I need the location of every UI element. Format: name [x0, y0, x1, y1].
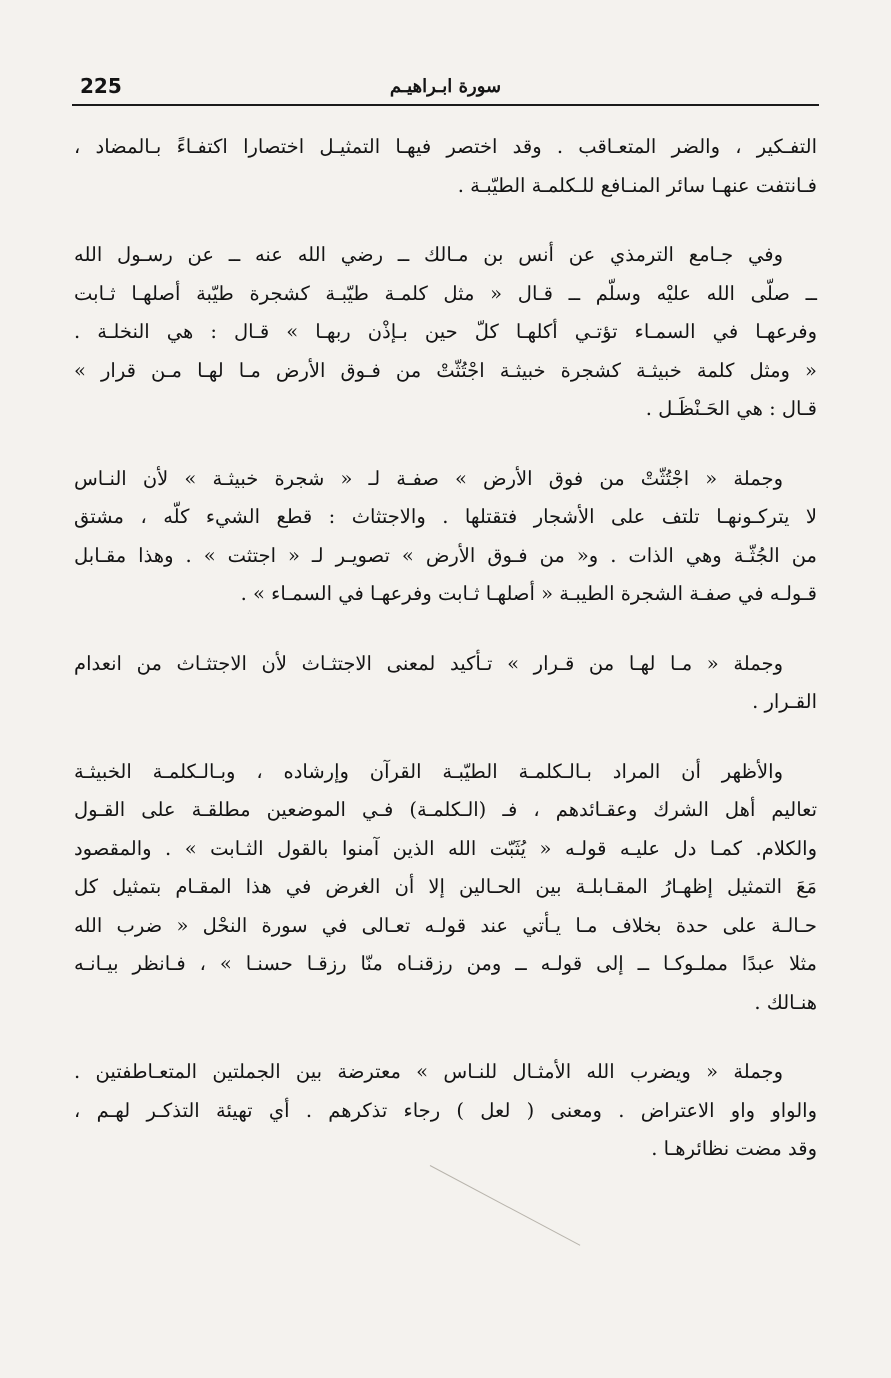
text-line: وجملة « مـا لهـا من قـرار » تـأكيد لمعنى الاجتثـاث لأن الاجتثـاث من انعدام: [74, 651, 783, 675]
text-line: من الجُثّـة وهي الذات . و« من فـوق الأرض » تصويـر لـ « اجتثت » . وهذا مقـابل: [74, 543, 817, 567]
text-line: القـرار .: [752, 690, 817, 713]
paragraph-5: [74, 753, 817, 1023]
text-line: فـانتفت عنهـا سائر المنـافع للـكلمـة الطيّبـة .: [457, 173, 817, 197]
body-text: [74, 128, 817, 1200]
text-line: وقد مضت نظائرهـا .: [651, 1137, 817, 1160]
text-line: لا يتركـونهـا تلتف على الأشجار فتقتلها . والاجتثاث : قطع الشيء كلّه ، مشتق: [74, 505, 817, 528]
text-line: وفي جـامع الترمذي عن أنس بن مـالك ــ رضي الله عنه ــ عن رسـول الله: [74, 243, 783, 266]
text-line: وفرعهـا في السمـاء تؤتـي أكلهـا كلّ حين بـإذْن ربهـا » قـال : هي النخلـة .: [74, 320, 817, 343]
text-line: مثلا عبدًا مملـوكـا ــ إلى قولـه ــ ومن رزقنـاه منّا رزقـا حسنـا » ، فـانظر بيـانـه: [74, 952, 817, 975]
text-line: والواو واو الاعتراض . ومعنى ( لعل ) رجاء تذكرهم . أي تهيئة التذكـر لهـم ،: [74, 1098, 817, 1122]
text-line: التفـكير ، والضر المتعـاقب . وقد اختصر فيهـا التمثيـل اختصارا اكتفـاءً بـالمضاد ،: [74, 135, 817, 158]
text-line: « ومثل كلمة خبيثـة كشجرة خبيثـة اجْتُثّتْ من فـوق الأرض مـا لهـا مـن قرار »: [74, 358, 817, 382]
text-line: حـالـة على حدة بخلاف مـا يـأتي عند قولـه تعـالى في سورة النحْل « ضرب الله: [74, 913, 817, 937]
text-line: تعاليم أهل الشرك وعقـائدهم ، فـ (الـكلمـة) فـي الموضعين مطلقـة على القـول: [74, 798, 817, 821]
paragraph-4: [74, 645, 817, 722]
text-line: مَعَ التمثيل إظهـارُ المقـابلـة بين الحـالين إلا أن الغرض في هذا المقـام بتمثيل كل: [74, 875, 817, 898]
page-number: 225: [80, 74, 122, 98]
running-title: سورة ابـراهيـم: [389, 76, 502, 97]
page-header: [72, 72, 819, 106]
text-line: هنـالك .: [754, 990, 817, 1014]
text-line: قـال : هي الحَـنْظَـل .: [645, 397, 817, 420]
text-line: وجملة « اجْتُثّتْ من فوق الأرض » صفـة لـ « شجرة خبيثـة » لأن النـاس: [74, 466, 783, 490]
text-line: والأظهر أن المراد بـالـكلمـة الطيّبـة القرآن وإرشاده ، وبـالـكلمـة الخبيثـة: [74, 759, 783, 783]
paragraph-6: [74, 1053, 817, 1169]
text-line: وجملة « ويضرب الله الأمثـال للنـاس » معترضة بين الجملتين المتعـاطفتين .: [74, 1060, 783, 1083]
text-line: والكلام. كمـا دل عليـه قولـه « يُثَبّت الله الذين آمنوا بالقول الثـابت » . والمقصود: [74, 836, 817, 860]
paragraph-2: [74, 236, 817, 429]
text-line: قـولـه في صفـة الشجرة الطيبـة « أصلهـا ثـابت وفرعهـا في السمـاء » .: [240, 582, 817, 605]
paragraph-1: [74, 128, 817, 205]
paragraph-3: [74, 460, 817, 614]
text-line: ــ صلّى الله عليْه وسلّم ــ قـال « مثل كلمـة طيّبـة كشجرة طيّبة أصلهـا ثـابت: [74, 281, 817, 305]
